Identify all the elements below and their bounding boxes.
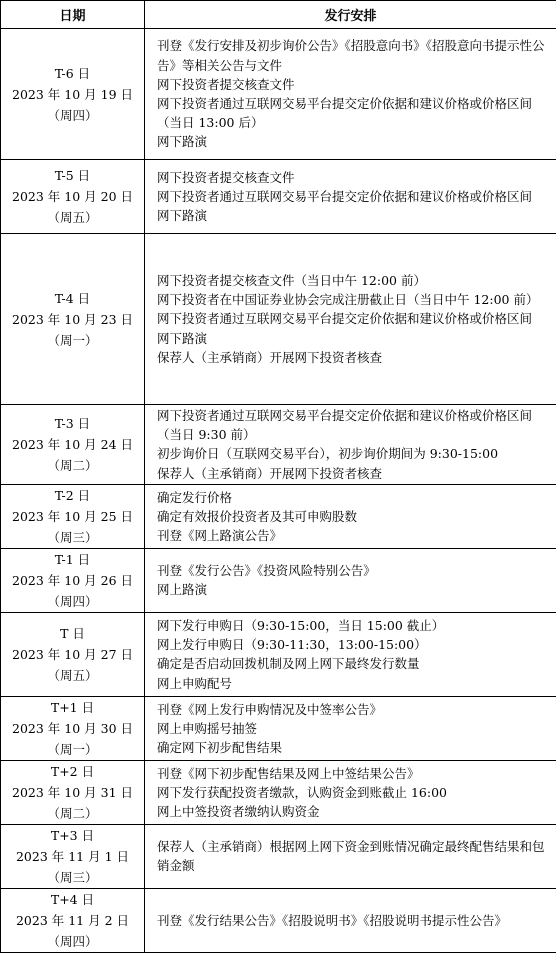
- day-label: T-3 日: [1, 413, 144, 434]
- arrangement-item: 刊登《网下初步配售结果及网上中签结果公告》: [157, 764, 553, 783]
- arrangement-item: 刊登《发行公告》《投资风险特别公告》: [157, 561, 553, 580]
- day-label: T+4 日: [1, 889, 144, 910]
- table-row: [1, 760, 556, 824]
- day-label: T-5 日: [1, 165, 144, 186]
- arrangement-cell: [145, 824, 556, 888]
- date-label: 2023 年 10 月 27 日: [1, 644, 144, 665]
- arrangement-item: 网下投资者提交核查文件: [157, 168, 553, 187]
- date-label: 2023 年 10 月 20 日: [1, 186, 144, 207]
- weekday-label: （周四）: [1, 591, 144, 612]
- date-cell: [1, 484, 145, 548]
- arrangement-item: 初步询价日（互联网交易平台），初步询价期间为 9:30-15:00: [157, 444, 553, 463]
- arrangement-cell: [145, 696, 556, 760]
- arrangement-item: 网下发行获配投资者缴款，认购资金到账截止 16:00: [157, 783, 553, 802]
- arrangement-item: 网下路演: [157, 206, 553, 225]
- arrangement-item: 网下投资者通过互联网交易平台提交定价依据和建议价格或价格区间: [157, 309, 553, 328]
- day-label: T 日: [1, 623, 144, 644]
- table-row: [1, 696, 556, 760]
- arrangement-item: 刊登《网上路演公告》: [157, 526, 553, 545]
- date-column-header: 日期: [1, 1, 145, 29]
- date-cell: [1, 824, 145, 888]
- arrangement-cell: [145, 234, 556, 405]
- day-label: T-4 日: [1, 288, 144, 309]
- weekday-label: （周三）: [1, 867, 144, 888]
- day-label: T+2 日: [1, 761, 144, 782]
- arrangement-cell: [145, 548, 556, 612]
- arrangement-item: 刊登《网上发行申购情况及中签率公告》: [157, 700, 553, 719]
- date-cell: [1, 696, 145, 760]
- date-label: 2023 年 11 月 2 日: [1, 910, 144, 931]
- date-cell: [1, 888, 145, 952]
- date-cell: [1, 160, 145, 234]
- arrangement-item: 确定有效报价投资者及其可申购股数: [157, 507, 553, 526]
- arrangement-cell: [145, 160, 556, 234]
- arrangement-item: 网上中签投资者缴纳认购资金: [157, 802, 553, 821]
- date-cell: [1, 548, 145, 612]
- day-label: T-2 日: [1, 485, 144, 506]
- table-row: [1, 160, 556, 234]
- arrangement-item: 网下投资者提交核查文件: [157, 75, 553, 94]
- date-label: 2023 年 10 月 30 日: [1, 718, 144, 739]
- date-cell: [1, 760, 145, 824]
- arrangement-item: 网下投资者通过互联网交易平台提交定价依据和建议价格或价格区间（当日 13:00 后）: [157, 94, 553, 132]
- date-label: 2023 年 10 月 31 日: [1, 782, 144, 803]
- weekday-label: （周五）: [1, 207, 144, 228]
- arrangement-cell: [145, 888, 556, 952]
- day-label: T-6 日: [1, 63, 144, 84]
- arrangement-item: 保荐人（主承销商）开展网下投资者核查: [157, 464, 553, 483]
- table-row: [1, 484, 556, 548]
- arrangement-item: 网上发行申购日（9:30-11:30，13:00-15:00）: [157, 635, 553, 654]
- arrangement-item: 网下路演: [157, 132, 553, 151]
- weekday-label: （周二）: [1, 803, 144, 824]
- table-row: [1, 888, 556, 952]
- day-label: T+3 日: [1, 825, 144, 846]
- arrangement-item: 网下投资者通过互联网交易平台提交定价依据和建议价格或价格区间（当日 9:30 前）: [157, 406, 553, 444]
- weekday-label: （周四）: [1, 931, 144, 952]
- arrangement-item: 网下路演: [157, 329, 553, 348]
- table-row: [1, 29, 556, 160]
- arrangement-cell: [145, 405, 556, 485]
- arrangement-column-header: 发行安排: [145, 1, 556, 29]
- arrangement-item: 保荐人（主承销商）根据网上网下资金到账情况确定最终配售结果和包销金额: [157, 837, 553, 875]
- table-header-row: [1, 1, 556, 29]
- table-row: [1, 548, 556, 612]
- table-row: [1, 234, 556, 405]
- arrangement-item: 网下发行申购日（9:30-15:00，当日 15:00 截止）: [157, 616, 553, 635]
- date-cell: [1, 29, 145, 160]
- table-row: [1, 405, 556, 485]
- arrangement-item: 确定是否启动回拨机制及网上网下最终发行数量: [157, 654, 553, 673]
- day-label: T-1 日: [1, 549, 144, 570]
- arrangement-cell: [145, 29, 556, 160]
- date-label: 2023 年 10 月 26 日: [1, 570, 144, 591]
- arrangement-item: 网下投资者通过互联网交易平台提交定价依据和建议价格或价格区间: [157, 187, 553, 206]
- arrangement-cell: [145, 484, 556, 548]
- day-label: T+1 日: [1, 697, 144, 718]
- date-cell: [1, 234, 145, 405]
- date-label: 2023 年 10 月 25 日: [1, 506, 144, 527]
- table-row: [1, 612, 556, 696]
- arrangement-item: 网上申购配号: [157, 674, 553, 693]
- date-label: 2023 年 10 月 24 日: [1, 434, 144, 455]
- arrangement-item: 刊登《发行结果公告》《招股说明书》《招股说明书提示性公告》: [157, 911, 553, 930]
- weekday-label: （周五）: [1, 665, 144, 686]
- arrangement-item: 刊登《发行安排及初步询价公告》《招股意向书》《招股意向书提示性公告》等相关公告与文件: [157, 36, 553, 74]
- arrangement-item: 网上申购摇号抽签: [157, 719, 553, 738]
- weekday-label: （周一）: [1, 330, 144, 351]
- weekday-label: （周一）: [1, 739, 144, 760]
- date-cell: [1, 612, 145, 696]
- arrangement-cell: [145, 612, 556, 696]
- arrangement-item: 保荐人（主承销商）开展网下投资者核查: [157, 348, 553, 367]
- arrangement-item: 网下投资者在中国证券业协会完成注册截止日（当日中午 12:00 前）: [157, 290, 553, 309]
- weekday-label: （周三）: [1, 527, 144, 548]
- arrangement-item: 确定发行价格: [157, 488, 553, 507]
- weekday-label: （周四）: [1, 105, 144, 126]
- date-cell: [1, 405, 145, 485]
- date-label: 2023 年 11 月 1 日: [1, 846, 144, 867]
- arrangement-cell: [145, 760, 556, 824]
- date-label: 2023 年 10 月 23 日: [1, 309, 144, 330]
- weekday-label: （周二）: [1, 455, 144, 476]
- schedule-body: [1, 29, 556, 953]
- table-row: [1, 824, 556, 888]
- arrangement-item: 确定网下初步配售结果: [157, 738, 553, 757]
- arrangement-item: 网下投资者提交核查文件（当日中午 12:00 前）: [157, 271, 553, 290]
- arrangement-item: 网上路演: [157, 580, 553, 599]
- date-label: 2023 年 10 月 19 日: [1, 84, 144, 105]
